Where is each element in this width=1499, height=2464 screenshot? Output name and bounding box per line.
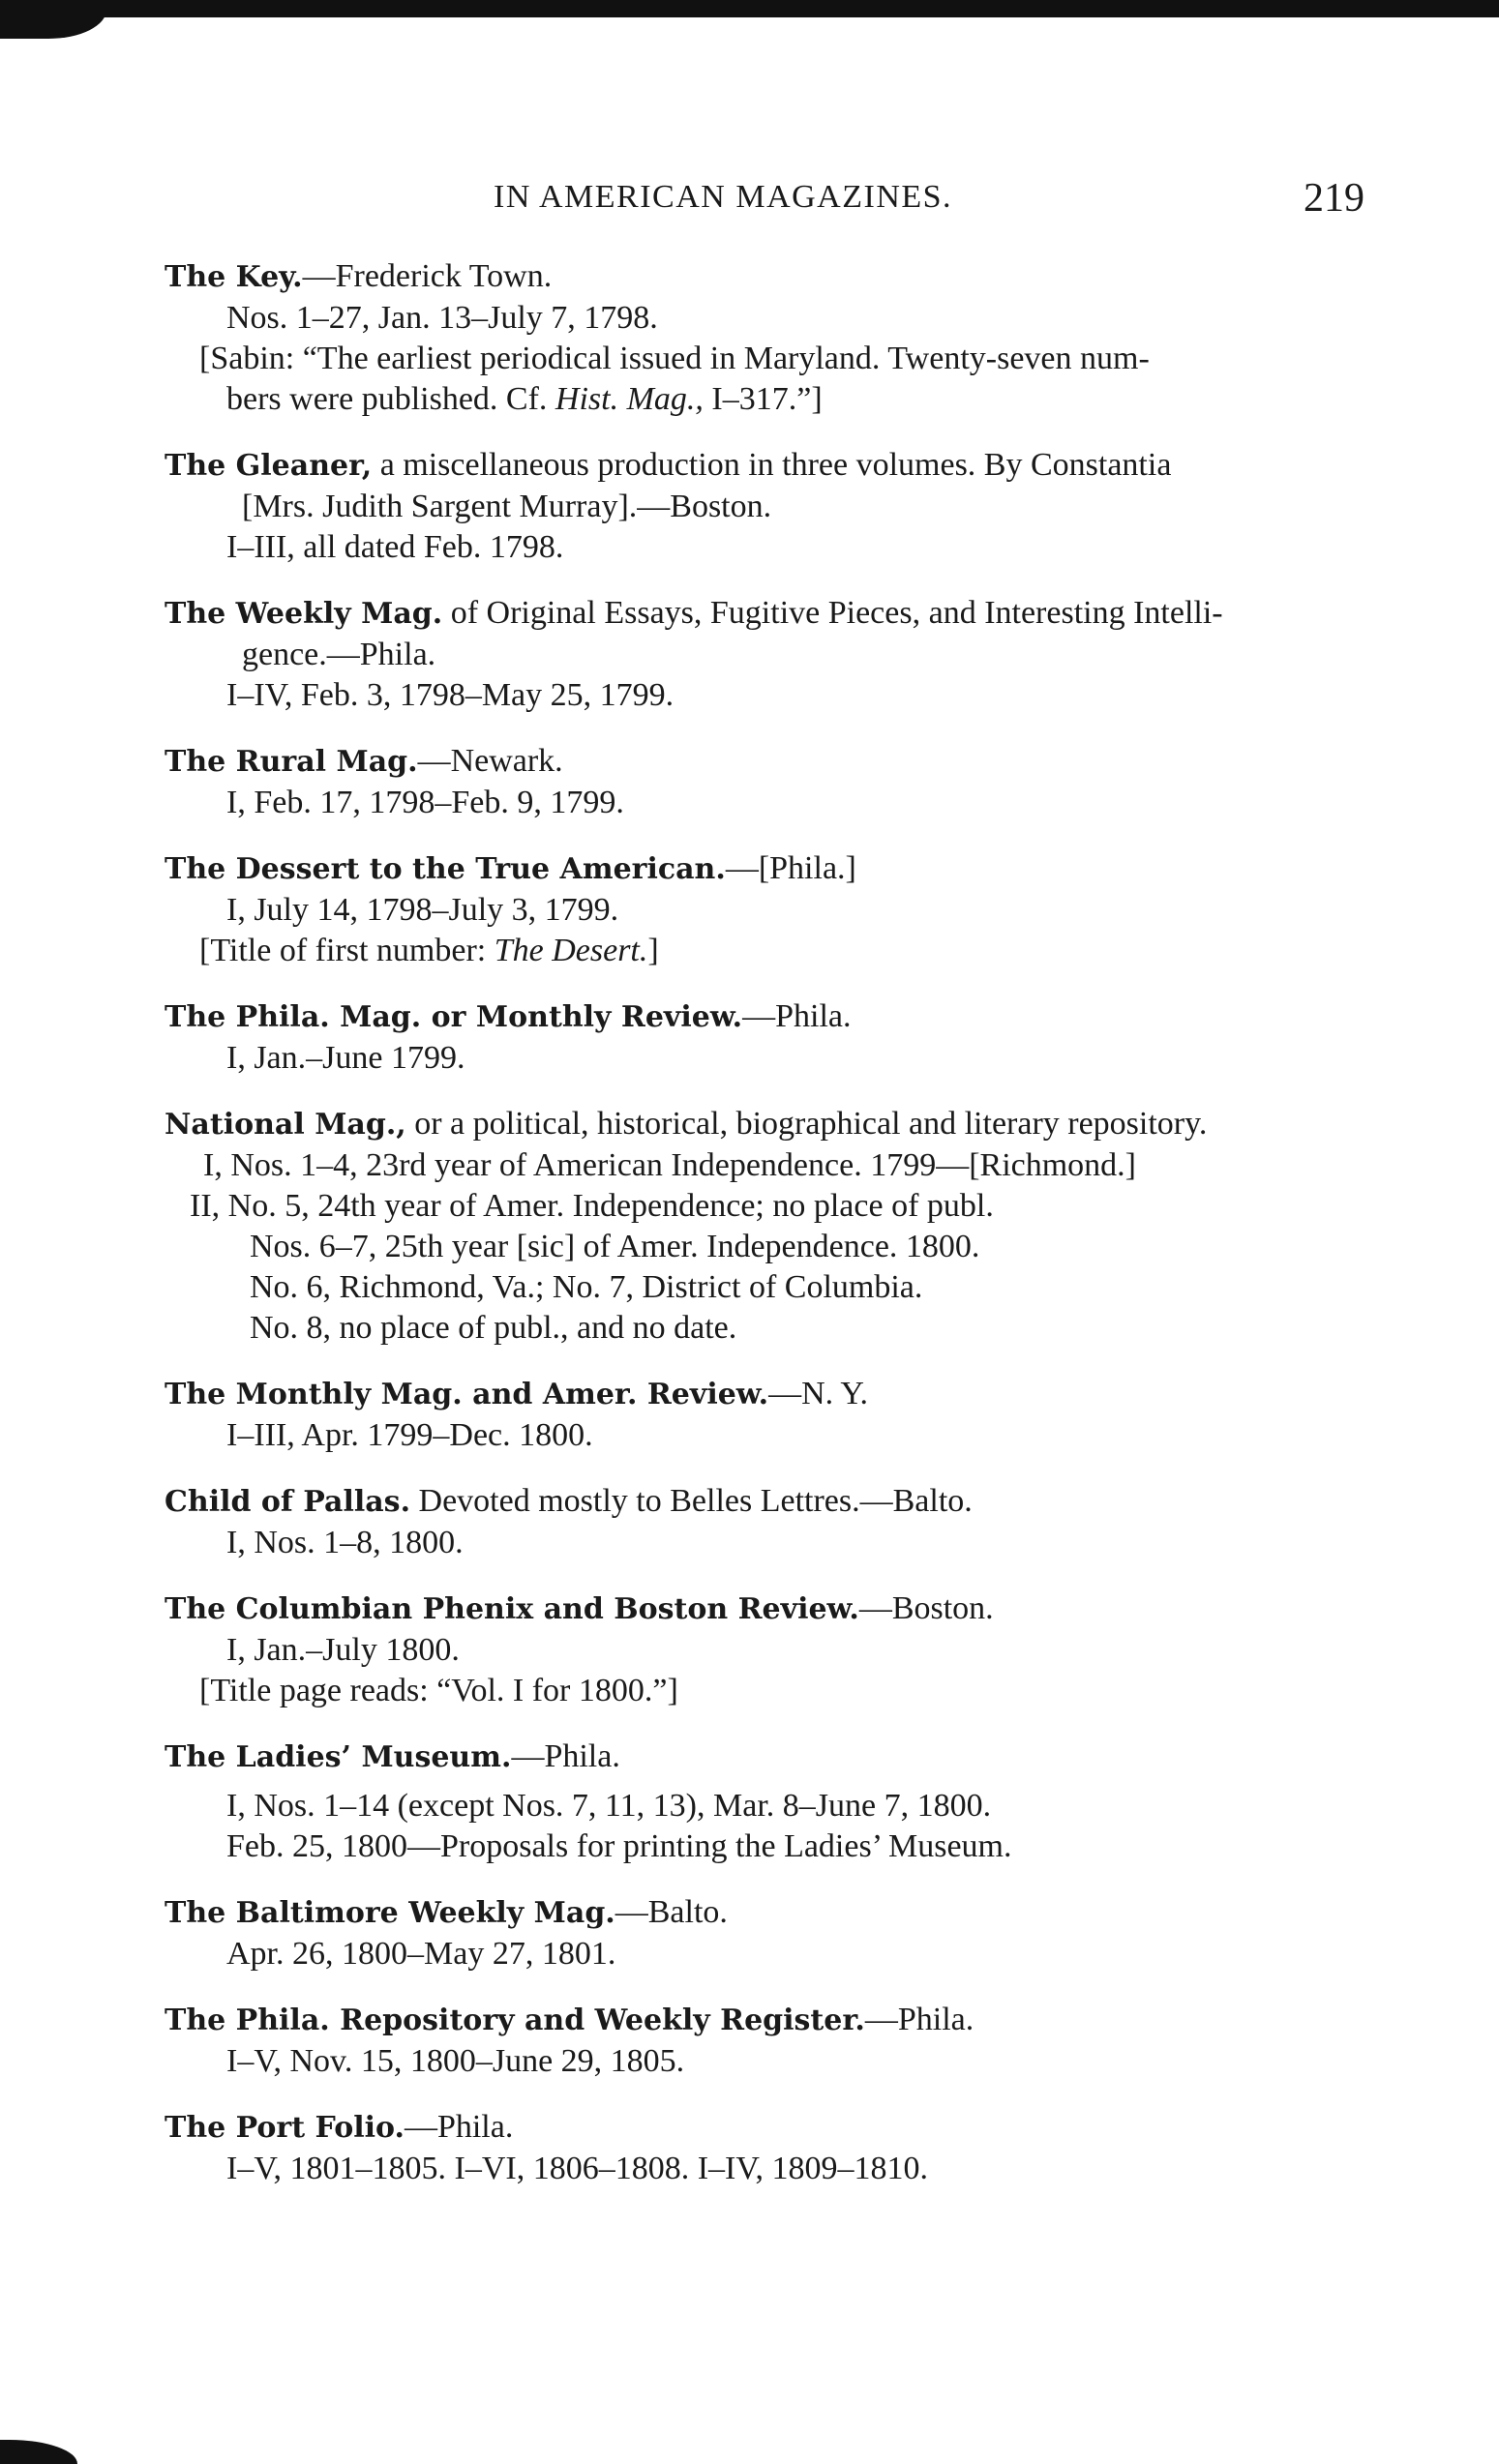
entry-national-mag: [165, 1104, 1364, 1349]
entry-detail: I, Jan.–July 1800.: [226, 1632, 460, 1668]
entry-title: The Dessert to the True American.: [165, 852, 726, 886]
entry-place: —Phila.: [742, 998, 852, 1034]
entry-title: The Phila. Repository and Weekly Register.: [165, 2004, 865, 2037]
entry-title: The Gleaner,: [165, 449, 373, 483]
entry-note: [Sabin: “The earliest periodical issued in Maryland. Twenty-seven num-: [199, 341, 1150, 376]
entry-detail: I–IV, Feb. 3, 1798–May 25, 1799.: [226, 677, 675, 713]
entry-title: Child of Pallas.: [165, 1485, 411, 1519]
entry-child-of-pallas: [165, 1481, 1364, 1563]
entry-description: a miscellaneous production in three volumes. By Constantia: [372, 447, 1172, 483]
entry-detail: Apr. 26, 1800–May 27, 1801.: [226, 1936, 616, 1972]
entry-dessert: [165, 848, 1364, 971]
page-number: 219: [1304, 176, 1364, 221]
entry-title: The Key.: [165, 260, 303, 294]
entry-detail: I–III, all dated Feb. 1798.: [226, 529, 564, 565]
entry-place: —Phila.: [404, 2109, 514, 2145]
running-title: IN AMERICAN MAGAZINES.: [494, 179, 953, 215]
entry-detail: I, Jan.–June 1799.: [226, 1040, 465, 1076]
entry-place: —Frederick Town.: [302, 258, 553, 294]
entry-place: —[Phila.]: [725, 850, 856, 886]
entry-place: —Newark.: [417, 743, 563, 779]
entry-title: The Port Folio.: [165, 2111, 405, 2145]
entry-place: —N. Y.: [768, 1376, 869, 1411]
entry-the-key: [165, 256, 1364, 420]
entry-baltimore-weekly: [165, 1892, 1364, 1974]
entry-description: of Original Essays, Fugitive Pieces, and Interesting Intelli-: [442, 595, 1223, 631]
entry-detail: No. 6, Richmond, Va.; No. 7, District of Columbia.: [250, 1269, 923, 1305]
entry-detail: II, No. 5, 24th year of Amer. Independence; no place of publ.: [190, 1188, 994, 1224]
entry-rural-mag: [165, 741, 1364, 823]
entry-detail: No. 8, no place of publ., and no date.: [250, 1310, 737, 1346]
entry-detail: I, Nos. 1–14 (except Nos. 7, 11, 13), Mar. 8–June 7, 1800.: [226, 1788, 992, 1824]
entry-title: The Columbian Phenix and Boston Review.: [165, 1592, 859, 1626]
entry-ladies-museum: [165, 1737, 1364, 1867]
entry-description: or a political, historical, biographical and literary repository.: [405, 1106, 1208, 1142]
entry-detail: Feb. 25, 1800—Proposals for printing the Ladies’ Museum.: [226, 1828, 1012, 1864]
entry-note: [Title page reads: “Vol. I for 1800.”]: [199, 1673, 678, 1708]
entry-title-cont: [Mrs. Judith Sargent Murray].—Boston.: [242, 489, 772, 524]
entry-detail: I, July 14, 1798–July 3, 1799.: [226, 892, 619, 928]
entry-description: Devoted mostly to Belles Lettres.—Balto.: [410, 1483, 973, 1519]
entry-note: [Title of first number: The Desert.]: [199, 933, 659, 968]
page-header: [165, 176, 1364, 227]
entry-the-gleaner: [165, 445, 1364, 568]
entry-title: The Baltimore Weekly Mag.: [165, 1896, 615, 1930]
entry-detail: I–V, Nov. 15, 1800–June 29, 1805.: [226, 2043, 685, 2079]
scan-edge-top-curl: [0, 10, 106, 39]
entry-detail: Nos. 1–27, Jan. 13–July 7, 1798.: [226, 300, 658, 336]
entry-place: —Boston.: [858, 1590, 994, 1626]
entry-title: The Ladies’ Museum.: [165, 1740, 512, 1774]
entry-detail: I–V, 1801–1805. I–VI, 1806–1808. I–IV, 1809–1810.: [226, 2151, 929, 2186]
entry-detail: Nos. 6–7, 25th year [sic] of Amer. Independence. 1800.: [250, 1229, 980, 1264]
entry-detail: I, Feb. 17, 1798–Feb. 9, 1799.: [226, 785, 624, 820]
scan-edge-bottom: [0, 2440, 77, 2464]
entry-detail: I–III, Apr. 1799–Dec. 1800.: [226, 1417, 593, 1453]
entry-place: —Phila.: [864, 2002, 974, 2037]
entry-note-cont: bers were published. Cf. Hist. Mag., I–317.”]: [226, 381, 823, 417]
entry-weekly-mag: [165, 593, 1364, 716]
entry-phila-mag: [165, 996, 1364, 1079]
entry-title: The Monthly Mag. and Amer. Review.: [165, 1378, 769, 1411]
entry-monthly-mag: [165, 1374, 1364, 1456]
entry-place: —Phila.: [511, 1738, 620, 1774]
entry-columbian-phenix: [165, 1588, 1364, 1711]
entry-detail: I, Nos. 1–4, 23rd year of American Independence. 1799—[Richmond.]: [203, 1147, 1137, 1183]
entry-detail: I, Nos. 1–8, 1800.: [226, 1525, 464, 1560]
scan-edge-top: [0, 0, 1499, 17]
entry-phila-repository: [165, 2000, 1364, 2082]
entry-title: The Weekly Mag.: [165, 597, 443, 631]
entry-title-cont: gence.—Phila.: [242, 637, 436, 672]
entry-place: —Balto.: [615, 1894, 728, 1930]
entry-title: National Mag.,: [165, 1108, 406, 1142]
entry-port-folio: [165, 2107, 1364, 2189]
bibliography-list: [165, 256, 1364, 2214]
entry-title: The Rural Mag.: [165, 745, 418, 779]
entry-title: The Phila. Mag. or Monthly Review.: [165, 1000, 743, 1034]
